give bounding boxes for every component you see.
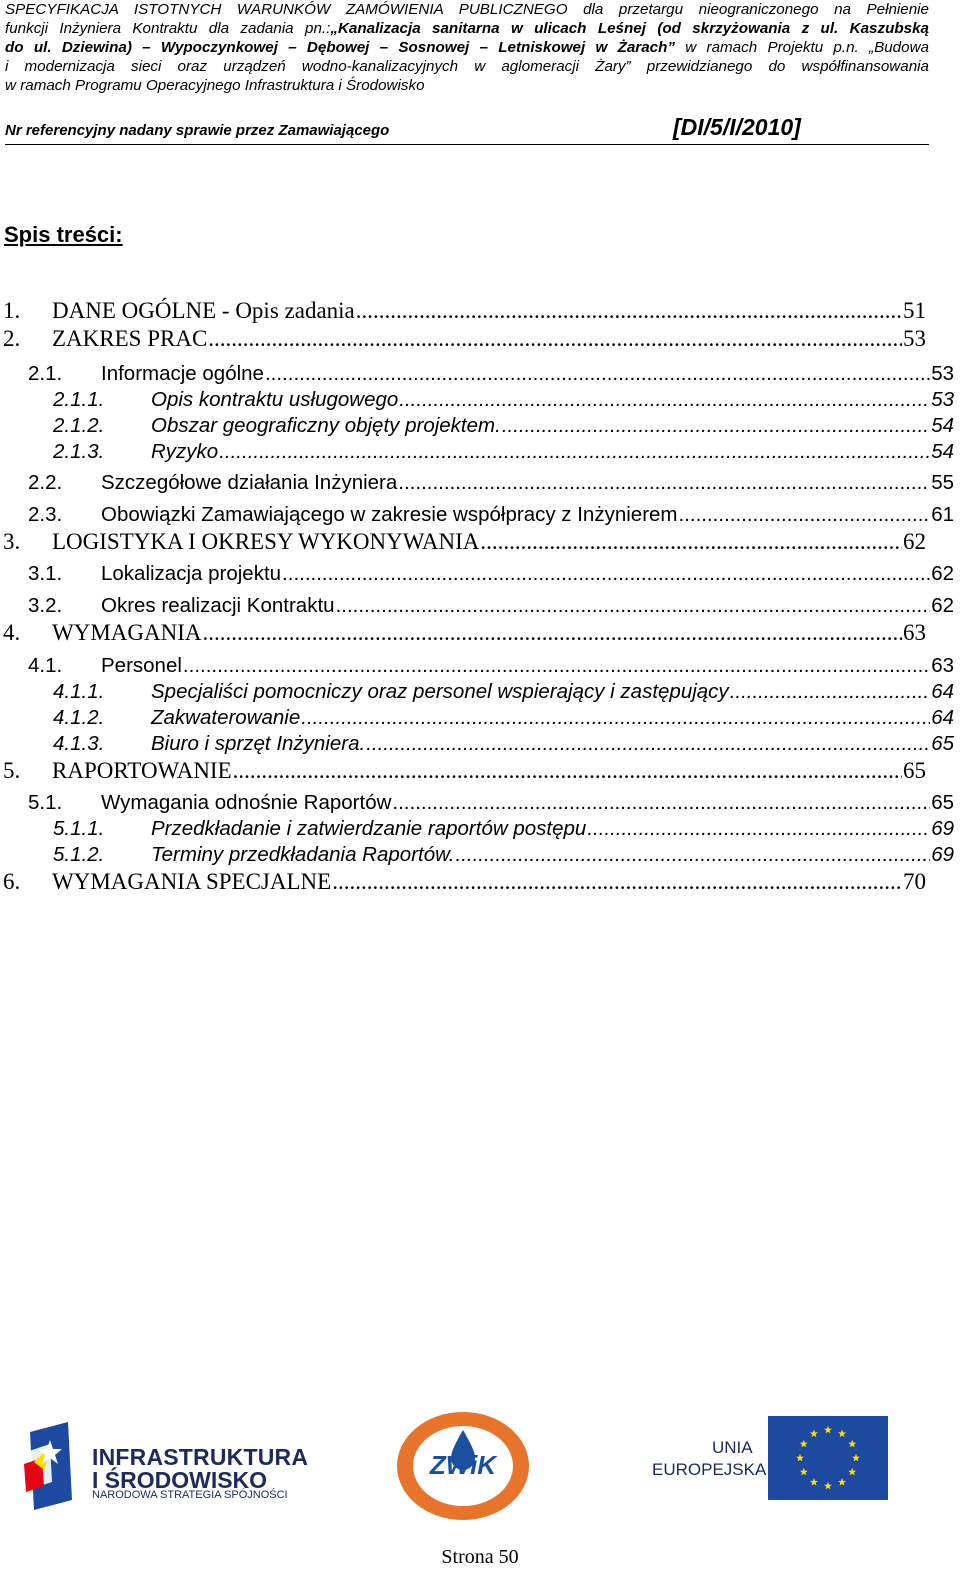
toc-entry-number: 4.1.3. (53, 732, 105, 755)
zwik-logo (393, 1410, 533, 1522)
toc-leader-dots (679, 503, 931, 527)
toc-entry-number: 2. (3, 326, 21, 351)
toc-entry-number: 5. (3, 758, 21, 783)
zwik-text: ZWiK (429, 1450, 497, 1480)
header-line-3 (5, 38, 929, 57)
toc-entry-label: DANE OGÓLNE - Opis zadania (52, 298, 355, 323)
toc-entry[interactable] (53, 706, 954, 730)
infrastruktura-srodowisko-logo (20, 1422, 309, 1512)
toc-entry-label: LOGISTYKA I OKRESY WYKONYWANIA (52, 529, 480, 554)
toc-entry-label: Szczegółowe działania Inżyniera (101, 471, 398, 494)
toc-leader-dots (301, 706, 930, 730)
toc-leader-dots (399, 388, 930, 412)
toc-entry-page: 53 (903, 326, 926, 351)
toc-entry-number: 2.2. (28, 471, 63, 494)
toc-entry-number: 2.1.2. (53, 414, 105, 437)
toc-entry[interactable] (3, 529, 926, 555)
header-line-1: SPECYFIKACJA ISTOTNYCH WARUNKÓW ZAMÓWIENIA PUBLICZNEGO dla przetargu nieograniczonego na Pełnienie (5, 1, 929, 18)
toc-entry-page: 51 (903, 298, 926, 323)
toc-leader-dots (282, 562, 930, 586)
toc-entry-page: 65 (931, 732, 954, 755)
toc-leader-dots (332, 869, 902, 895)
toc-entry-label: Opis kontraktu usługowego (151, 388, 399, 411)
toc-entry[interactable] (3, 326, 926, 352)
toc-entry-number: 4.1. (28, 654, 63, 677)
toc-entry-number: 1. (3, 298, 21, 323)
toc-entry[interactable] (3, 298, 926, 324)
strategia-text: NARODOWA STRATEGIA SPÓJNOŚCI (92, 1489, 288, 1501)
toc-entry[interactable] (28, 471, 954, 495)
toc-entry-number: 6. (3, 869, 21, 894)
toc-entry-page: 69 (931, 843, 954, 866)
toc-entry[interactable] (53, 440, 954, 464)
toc-leader-dots (502, 414, 930, 438)
toc-entry-label: ZAKRES PRAC (52, 326, 208, 351)
page-number: Strona 50 (441, 1546, 519, 1568)
toc-entry[interactable] (53, 414, 954, 438)
toc-entry-number: 5.1. (28, 791, 63, 814)
toc-entry[interactable] (28, 503, 954, 527)
reference-row (5, 114, 929, 145)
toc-entry-page: 54 (931, 440, 954, 463)
toc-leader-dots (587, 817, 930, 841)
header-line-2b: „Kanalizacja sanitarna w ulicach Leśnej (od skrzyżowania z ul. Kaszubską (330, 20, 929, 37)
toc-entry-page: 64 (931, 706, 954, 729)
toc-entry-number: 2.1. (28, 362, 63, 385)
toc-leader-dots (336, 594, 931, 618)
toc-entry-label: Terminy przedkładania Raportów. (151, 843, 455, 866)
toc-entry-page: 53 (931, 388, 954, 411)
toc-entry-label: Obowiązki Zamawiającego w zakresie współpracy z Inżynierem (101, 503, 678, 526)
toc-leader-dots (480, 529, 902, 555)
toc-leader-dots (356, 298, 902, 324)
toc-entry[interactable] (53, 817, 954, 841)
document-header (5, 0, 929, 95)
toc-leader-dots (392, 791, 930, 815)
toc-entry-page: 62 (931, 562, 954, 585)
toc-entry-page: 70 (903, 869, 926, 894)
header-line-2 (5, 19, 929, 38)
toc-entry-label: WYMAGANIA (52, 620, 202, 645)
header-line-4: i modernizacja sieci oraz urządzeń wodno-kanalizacyjnych w aglomeracji Żary” przewidzianego do współfinansowania (5, 58, 929, 75)
toc-entry[interactable] (28, 362, 954, 386)
toc-entry-label: Obszar geograficzny objęty projektem. (151, 414, 501, 437)
toc-entry-number: 5.1.2. (53, 843, 105, 866)
toc-entry[interactable] (53, 388, 954, 412)
header-line-2a: funkcji Inżyniera Kontraktu dla zadania pn.: (5, 20, 331, 37)
toc-entry[interactable] (3, 869, 926, 895)
toc-entry-label: Zakwaterowanie (151, 706, 301, 729)
toc-entry[interactable] (53, 680, 954, 704)
toc-leader-dots (366, 732, 930, 756)
toc-leader-dots (265, 362, 930, 386)
toc-entry[interactable] (28, 562, 954, 586)
toc-entry[interactable] (28, 594, 954, 618)
toc-leader-dots (456, 843, 931, 867)
toc-leader-dots (730, 680, 931, 704)
toc-entry-label: Przedkładanie i zatwierdzanie raportów postępu (151, 817, 587, 840)
toc-entry-page: 63 (903, 620, 926, 645)
reference-code: [DI/5/I/2010] (673, 114, 801, 140)
toc-entry-label: Wymagania odnośnie Raportów (101, 791, 392, 814)
toc-entry-page: 69 (931, 817, 954, 840)
toc-leader-dots (183, 654, 930, 678)
toc-entry-label: Informacje ogólne (101, 362, 264, 385)
toc-entry-label: RAPORTOWANIE (52, 758, 232, 783)
toc-entry-number: 3. (3, 529, 21, 554)
toc-leader-dots (233, 758, 902, 784)
toc-entry-page: 53 (931, 362, 954, 385)
toc-entry-label: Ryzyko (151, 440, 219, 463)
toc-entry-page: 55 (931, 471, 954, 494)
toc-entry-label: WYMAGANIA SPECJALNE (52, 869, 332, 894)
eu-flag-icon (768, 1416, 888, 1500)
toc-entry-number: 4.1.1. (53, 680, 105, 703)
toc-entry-label: Okres realizacji Kontraktu (101, 594, 335, 617)
toc-entry-number: 5.1.1. (53, 817, 105, 840)
toc-entry-label: Biuro i sprzęt Inżyniera. (151, 732, 366, 755)
toc-entry-number: 4.1.2. (53, 706, 105, 729)
toc-entry-page: 61 (931, 503, 954, 526)
toc-entry[interactable] (28, 654, 954, 678)
toc-entry-label: Personel (101, 654, 182, 677)
toc-leader-dots (208, 326, 902, 352)
toc-leader-dots (398, 471, 930, 495)
toc-entry-number: 3.1. (28, 562, 63, 585)
header-line-3b: w ramach Projektu p.n. „Budowa (674, 39, 929, 56)
toc-entry[interactable] (53, 843, 954, 867)
header-line-3a: do ul. Dziewina) – Wypoczynkowej – Dębowej – Sosnowej – Letniskowej w Żarach” (5, 39, 675, 56)
toc-entry-label: Lokalizacja projektu (101, 562, 282, 585)
toc-entry[interactable] (3, 758, 926, 784)
toc-entry-page: 64 (931, 680, 954, 703)
reference-label: Nr referencyjny nadany sprawie przez Zamawiającego (5, 122, 390, 139)
toc-entry-number: 2.1.1. (53, 388, 105, 411)
toc-leader-dots (219, 440, 930, 464)
toc-entry-number: 4. (3, 620, 21, 645)
toc-entry-page: 54 (931, 414, 954, 437)
toc-entry-page: 62 (931, 594, 954, 617)
toc-entry[interactable] (28, 791, 954, 815)
header-line-5: w ramach Programu Operacyjnego Infrastruktura i Środowisko (5, 77, 425, 94)
toc-entry-page: 63 (931, 654, 954, 677)
toc-entry-label: Specjaliści pomocniczy oraz personel wspierający i zastępujący (151, 680, 729, 703)
flag-star-icon (20, 1422, 82, 1510)
toc-entry-page: 62 (903, 529, 926, 554)
europejska-text: EUROPEJSKA (652, 1460, 767, 1479)
srodowisko-text: I ŚRODOWISKO (92, 1467, 268, 1493)
toc-entry-number: 2.3. (28, 503, 63, 526)
unia-europejska-logo (652, 1416, 888, 1500)
toc-entry[interactable] (3, 620, 926, 646)
unia-text: UNIA (712, 1438, 753, 1457)
infrastruktura-text: INFRASTRUKTURA (92, 1444, 309, 1470)
toc-title: Spis treści: (4, 222, 123, 247)
toc-entry-page: 65 (931, 791, 954, 814)
toc-leader-dots (202, 620, 902, 646)
toc-entry-number: 3.2. (28, 594, 63, 617)
toc-entry[interactable] (53, 732, 954, 756)
toc-entry-number: 2.1.3. (53, 440, 105, 463)
toc-entry-page: 65 (903, 758, 926, 783)
